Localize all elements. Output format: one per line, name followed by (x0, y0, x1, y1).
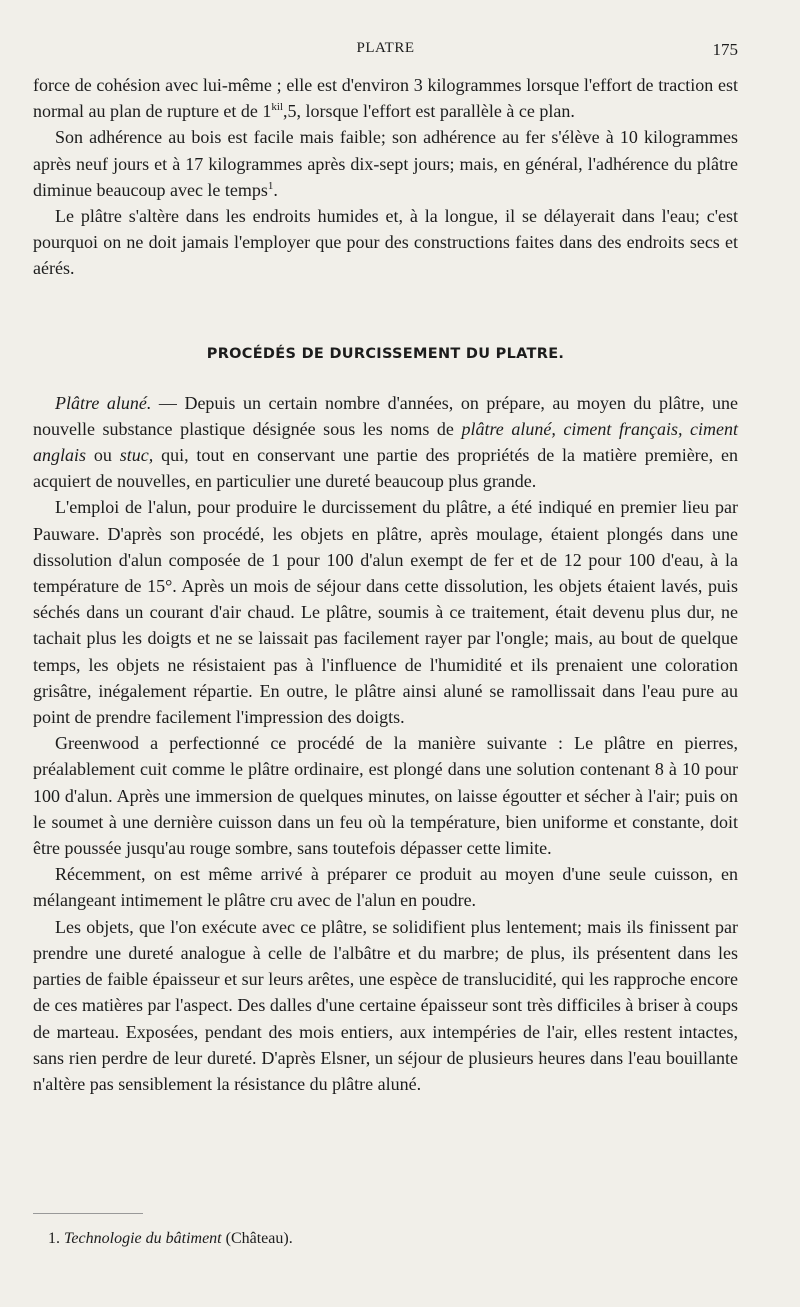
footnote-number: 1. (48, 1230, 60, 1247)
page-number: 175 (712, 40, 738, 59)
paragraph: Greenwood a perfectionné ce procédé de la manière suivante : Le plâtre en pierres, préalablement cuit comme le plâtre ordinaire, est plongé dans une solution contenant 8 à 10 pour 100 d'alun. Après une immersion de quelques minutes, on laisse égoutter et sécher à l'air; puis on le soumet à une dernière cuisson dans un feu où la température, bien uniforme et constante, doit être poussée jusqu'au rouge sombre, sans toutefois dépasser cette limite. (33, 733, 738, 859)
paragraph: Récemment, on est même arrivé à préparer ce produit au moyen d'une seule cuisson, en mélangeant intimement le plâtre cru avec de l'alun en poudre. (33, 864, 738, 911)
run-in-heading: Plâtre aluné. (55, 392, 152, 413)
section-title: PROCÉDÉS DE DURCISSEMENT DU PLATRE. (206, 345, 565, 362)
paragraph: Les objets, que l'on exécute avec ce plâtre, se solidifient plus lentement; mais ils finissent par prendre une dureté analogue à celle de l'albâtre et du marbre; de plus, ils présentent dans les parties de faible épaisseur et sur leurs arêtes, une espèce de translucidité, qui les rapproche encore de ces matières par l'aspect. Des dalles d'une certaine épaisseur sont très difficiles à briser à coups de marteau. Exposées, pendant des mois entiers, aux intempéries de l'air, elles restent intactes, sans rien perdre de leur dureté. D'après Elsner, un séjour de plusieurs heures dans l'eau bouillante n'altère pas sensiblement la résistance du plâtre aluné. (33, 916, 738, 1094)
footnote-divider (33, 1213, 143, 1214)
running-header (33, 40, 738, 62)
unit-superscript: kil (271, 101, 284, 114)
footnote-title: Technologie du bâtiment (64, 1230, 222, 1247)
footnote-source: (Château). (225, 1230, 293, 1247)
page-body (33, 72, 738, 1097)
paragraph: Le plâtre s'altère dans les endroits humides et, à la longue, il se délayerait dans l'eau; c'est pourquoi on ne doit jamais l'employer que pour des constructions faites dans des endroits secs et aérés. (33, 206, 738, 279)
footnote (48, 1230, 293, 1248)
paragraph: force de cohésion avec lui-même ; elle est d'environ 3 kilogrammes lorsque l'effort de traction est normal au plan de rupture et de $1^{kil},5$, lorsque l'effort est parallèle à ce plan. (33, 75, 738, 122)
footnote-reference[interactable]: 1 (267, 179, 274, 192)
paragraph: Plâtre aluné. — Depuis un certain nombre d'années, on prépare, au moyen du plâtre, une nouvelle substance plastique désignée sous les noms de plâtre aluné, ciment français, ciment anglais ou stuc, qui, tout en conservant une partie des propriétés de la matière première, en acquiert de nouvelles, en particulier une dureté beaucoup plus grande. (33, 392, 738, 492)
paragraph: Son adhérence au bois est facile mais faible; son adhérence au fer s'élève à 10 kilogrammes après neuf jours et à 17 kilogrammes après dix-sept jours; mais, en général, l'adhérence du plâtre diminue beaucoup avec le temps$^1$. (33, 127, 738, 200)
paragraph: L'emploi de l'alun, pour produire le durcissement du plâtre, a été indiqué en premier lieu par Pauware. D'après son procédé, les objets en plâtre, après moulage, étaient plongés dans une dissolution d'alun composée de 1 pour 100 d'alun exempt de fer et de 12 pour 100 d'eau, à la température de 15°. Après un mois de séjour dans cette dissolution, les objets étaient lavés, puis séchés dans un courant d'air chaud. Le plâtre, soumis à ce traitement, était devenu plus dur, ne tachait plus les doigts et ne se laissait pas facilement rayer par l'ongle; mais, au bout de quelque temps, les objets ne résistaient pas à l'influence de l'humidité et ils prenaient une coloration grisâtre, inégalement répartie. En outre, le plâtre ainsi aluné se ramollissait dans l'eau pure au point de prendre facilement l'impression des doigts. (33, 497, 738, 728)
running-title: PLATRE (356, 40, 415, 56)
